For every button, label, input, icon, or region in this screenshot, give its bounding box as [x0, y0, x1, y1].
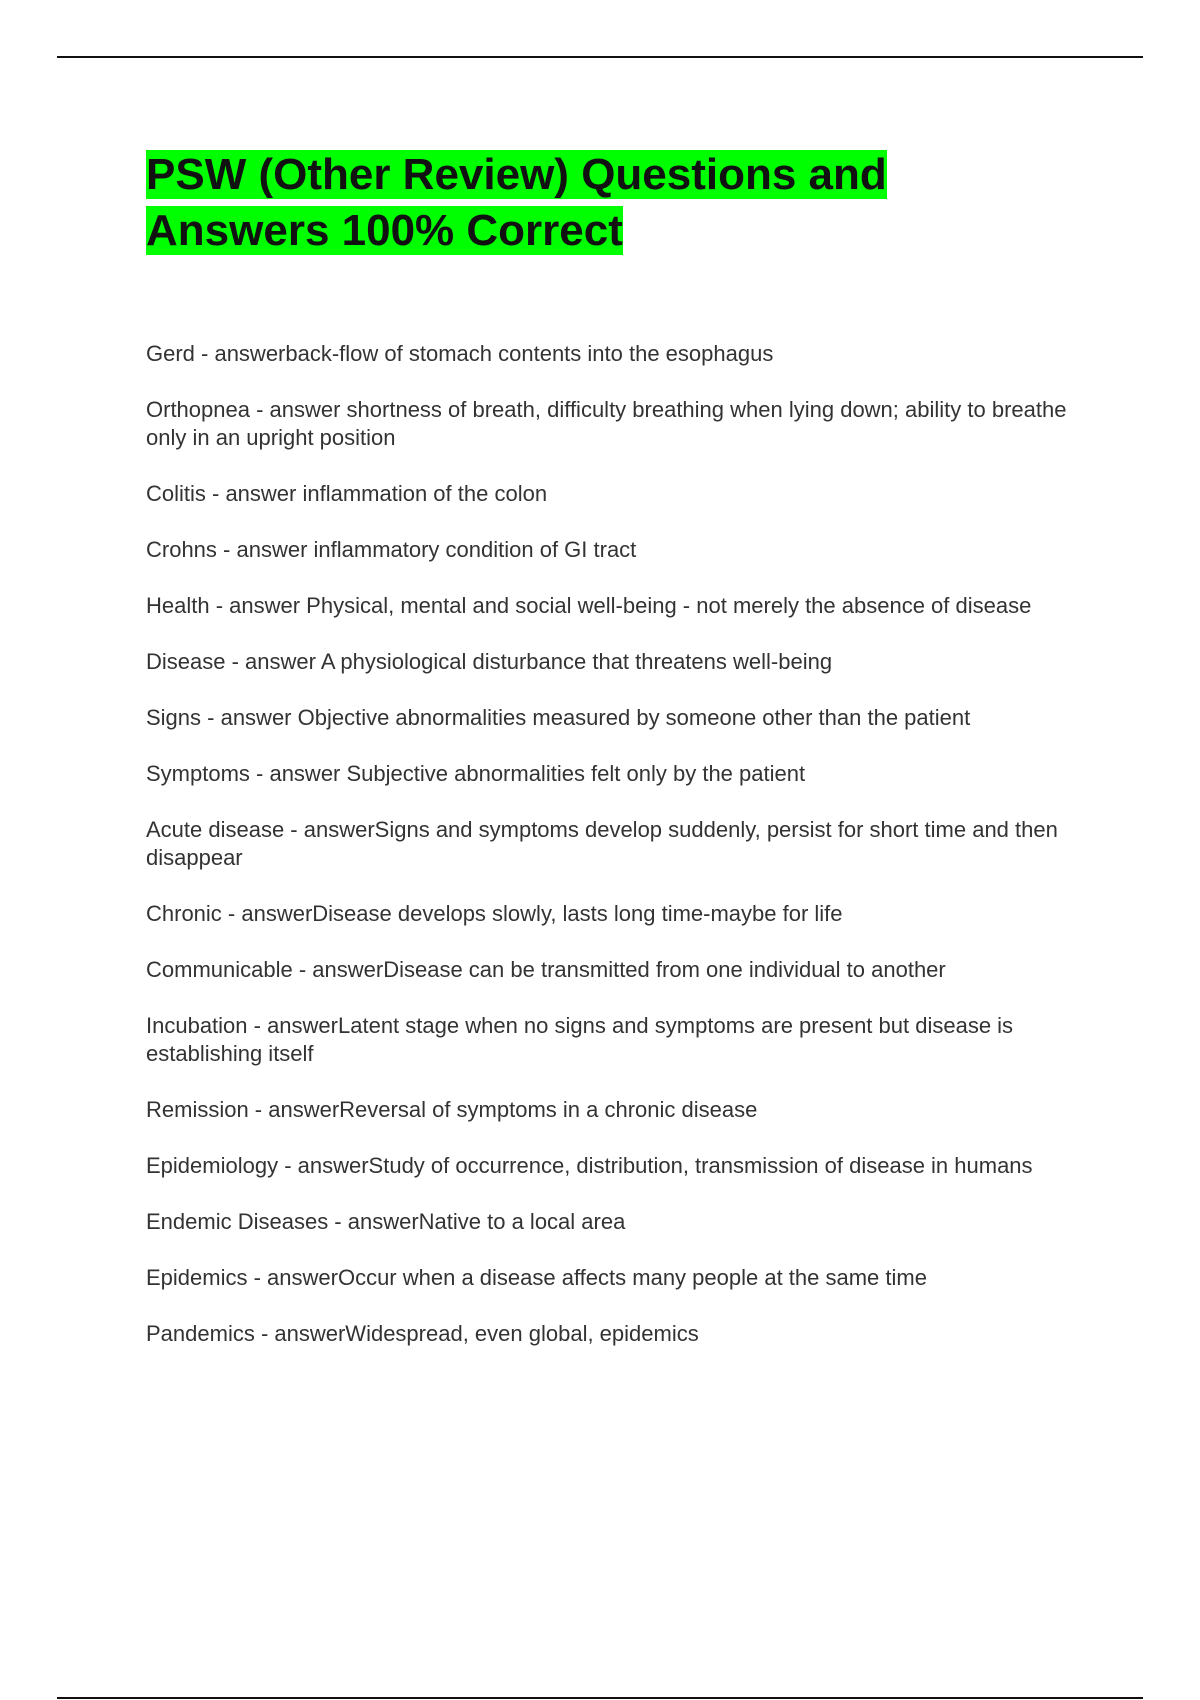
top-rule — [57, 56, 1143, 58]
qa-item-communicable: Communicable - answerDisease can be transmitted from one individual to another — [146, 957, 946, 982]
qa-item-disease: Disease - answer A physiological disturbance that threatens well-being — [146, 649, 833, 674]
qa-item-acute-disease: Acute disease - answerSigns and symptoms develop suddenly, persist for short time and then disappear — [146, 817, 1058, 870]
qa-item-health: Health - answer Physical, mental and social well-being - not merely the absence of disease — [146, 593, 1032, 618]
qa-item-orthopnea: Orthopnea - answer shortness of breath, difficulty breathing when lying down; ability to breathe only in an upright position — [146, 397, 1067, 450]
qa-item-remission: Remission - answerReversal of symptoms in a chronic disease — [146, 1097, 758, 1122]
qa-item-endemic-diseases: Endemic Diseases - answerNative to a local area — [146, 1209, 626, 1234]
qa-item-gerd: Gerd - answerback-flow of stomach contents into the esophagus — [146, 341, 774, 366]
qa-item-symptoms: Symptoms - answer Subjective abnormalities felt only by the patient — [146, 761, 806, 786]
qa-item-signs: Signs - answer Objective abnormalities measured by someone other than the patient — [146, 705, 971, 730]
qa-item-incubation: Incubation - answerLatent stage when no signs and symptoms are present but disease is establishing itself — [146, 1013, 1014, 1066]
qa-item-chronic: Chronic - answerDisease develops slowly, lasts long time-maybe for life — [146, 901, 843, 926]
qa-list — [146, 340, 1086, 1376]
bottom-rule — [57, 1697, 1143, 1699]
qa-item-colitis: Colitis - answer inflammation of the colon — [146, 481, 548, 506]
qa-item-crohns: Crohns - answer inflammatory condition of GI tract — [146, 537, 637, 562]
qa-item-pandemics: Pandemics - answerWidespread, even global, epidemics — [146, 1321, 699, 1346]
title-line-1: PSW (Other Review) Questions and — [146, 150, 887, 199]
qa-item-epidemiology: Epidemiology - answerStudy of occurrence, distribution, transmission of disease in humans — [146, 1153, 1033, 1178]
document-title — [146, 147, 1046, 259]
qa-item-epidemics: Epidemics - answerOccur when a disease affects many people at the same time — [146, 1265, 927, 1290]
title-line-2: Answers 100% Correct — [146, 206, 623, 255]
